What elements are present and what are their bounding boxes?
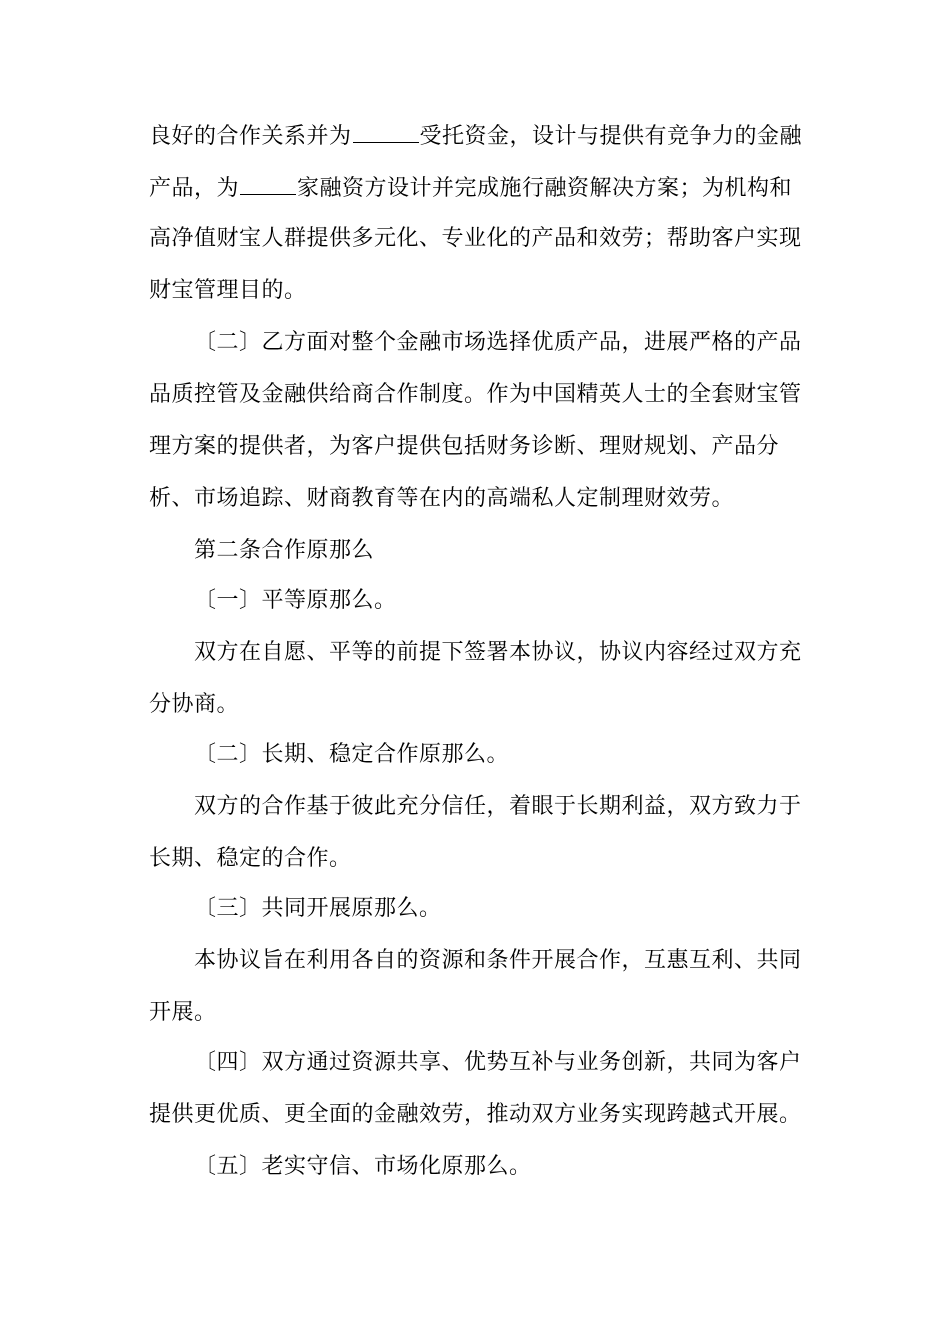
paragraph-1-line-2 bbox=[149, 172, 809, 204]
paragraph-1-line-4: 财宝管理目的。 bbox=[149, 278, 307, 303]
principle-4-line-1: 〔四〕双方通过资源共享、优势互补与业务创新，共同为客户 bbox=[194, 1050, 802, 1075]
text-segment: 受托资金，设计与提供有竞争力的金融 bbox=[419, 124, 803, 149]
principle-3-heading: 〔三〕共同开展原那么。 bbox=[194, 896, 442, 921]
text-segment: 良好的合作关系并为 bbox=[149, 124, 352, 149]
fill-in-blank bbox=[353, 120, 419, 143]
principle-2-line-1: 双方的合作基于彼此充分信任，着眼于长期利益，双方致力于 bbox=[194, 794, 802, 819]
paragraph-2-line-2: 品质控管及金融供给商合作制度。作为中国精英人士的全套财宝管 bbox=[149, 382, 802, 407]
principle-1-heading: 〔一〕平等原那么。 bbox=[194, 588, 397, 613]
paragraph-1-line-1 bbox=[149, 120, 809, 152]
article-2-title: 第二条合作原那么 bbox=[194, 538, 375, 563]
paragraph-2-line-3: 理方案的提供者，为客户提供包括财务诊断、理财规划、产品分 bbox=[149, 434, 780, 459]
principle-1-line-2: 分协商。 bbox=[149, 692, 240, 717]
principle-3-line-1: 本协议旨在利用各自的资源和条件开展合作，互惠互利、共同 bbox=[194, 948, 802, 973]
text-segment: 产品，为 bbox=[149, 176, 240, 201]
principle-2-heading: 〔二〕长期、稳定合作原那么。 bbox=[194, 742, 510, 767]
paragraph-2-line-1: 〔二〕乙方面对整个金融市场选择优质产品，进展严格的产品 bbox=[194, 330, 802, 355]
text-segment: 家融资方设计并完成施行融资解决方案；为机构和 bbox=[297, 176, 793, 201]
fill-in-blank bbox=[240, 172, 296, 195]
paragraph-1-line-3: 高净值财宝人群提供多元化、专业化的产品和效劳；帮助客户实现 bbox=[149, 226, 802, 251]
principle-3-line-2: 开展。 bbox=[149, 1000, 217, 1025]
principle-5-heading: 〔五〕老实守信、市场化原那么。 bbox=[194, 1154, 532, 1179]
principle-2-line-2: 长期、稳定的合作。 bbox=[149, 846, 352, 871]
paragraph-2-line-4: 析、市场追踪、财商教育等在内的高端私人定制理财效劳。 bbox=[149, 486, 735, 511]
principle-4-line-2: 提供更优质、更全面的金融效劳，推动双方业务实现跨越式开展。 bbox=[149, 1102, 802, 1127]
principle-1-line-1: 双方在自愿、平等的前提下签署本协议，协议内容经过双方充 bbox=[194, 640, 802, 665]
